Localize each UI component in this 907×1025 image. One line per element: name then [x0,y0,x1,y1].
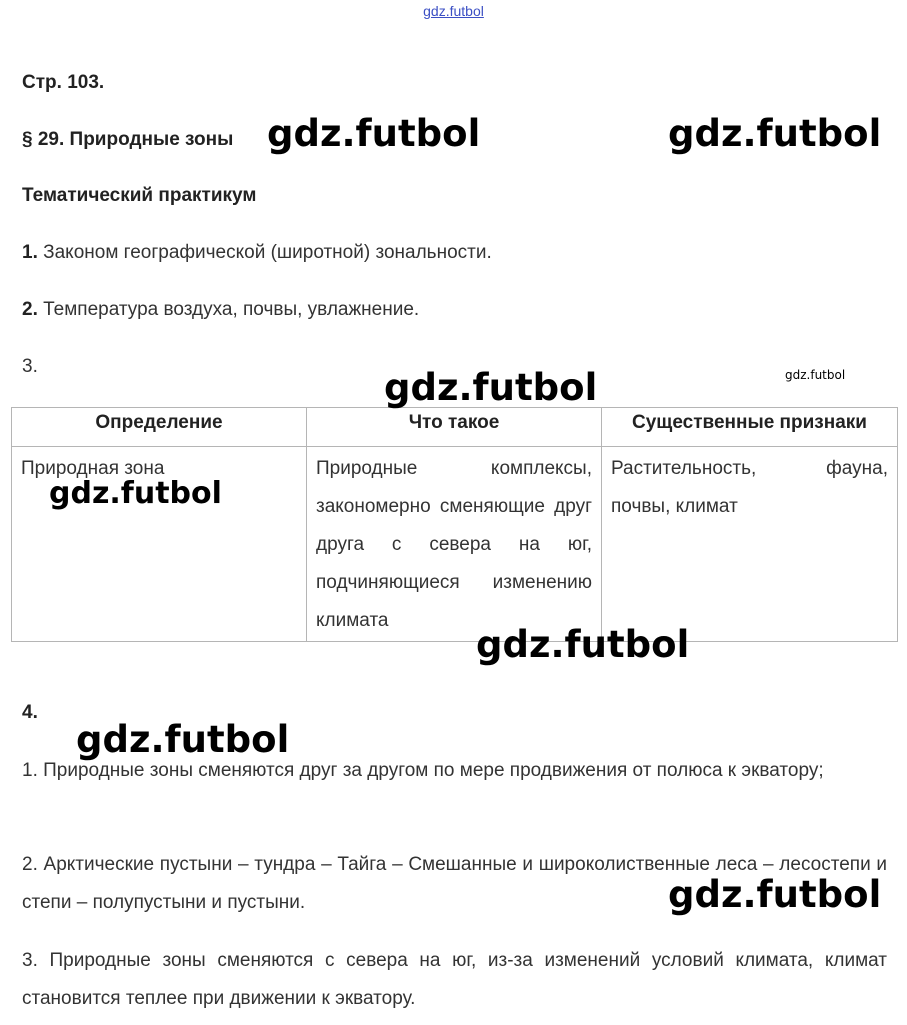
table-header-row [12,408,898,447]
table-cell: Растительность, фауна, почвы, климат [602,447,898,642]
watermark: gdz.futbol [267,112,481,155]
answer-number: 1. [22,242,38,263]
list-item: 1. Природные зоны сменяются друг за другом по мере продвижения от полюса к экватору; [22,760,824,781]
section-title: Тематический практикум [22,185,257,206]
page-reference: Стр. 103. [22,72,105,93]
answer-text: Температура воздуха, почвы, увлажнение. [43,299,420,320]
list-item: 3. Природные зоны сменяются с севера на юг, из-за изменений условий климата, климат становится теплее при движении к экватору. [22,950,887,1009]
watermark-small: gdz.futbol [785,368,846,382]
watermark: gdz.futbol [668,873,882,916]
answer-number: 2. [22,299,38,320]
top-watermark-link[interactable]: gdz.futbol [423,3,484,19]
task-4-label: 4. [22,702,38,723]
watermark: gdz.futbol [476,623,690,666]
table-cell: Природная зона [12,447,307,642]
table-cell: Природные комплексы, закономерно сменяющие друг друга с севера на юг, подчиняющиеся изменению климата [307,447,602,642]
paragraph-title: § 29. Природные зоны [22,129,234,150]
watermark: gdz.futbol [668,112,882,155]
task-3-label: 3. [22,356,38,377]
definition-table [11,407,898,642]
list-item: 2. Арктические пустыни – тундра – Тайга – Смешанные и широколиственные леса – лесостепи и степи – полупустыни и пустыни. [22,854,887,913]
answer-text: Законом географической (широтной) зональности. [43,242,492,263]
column-header: Что такое [307,408,602,447]
answer-2 [22,299,419,321]
column-header: Определение [12,408,307,447]
watermark: gdz.futbol [49,476,222,511]
answer-1 [22,242,492,264]
watermark: gdz.futbol [76,718,290,761]
column-header: Существенные признаки [602,408,898,447]
watermark: gdz.futbol [384,366,598,409]
